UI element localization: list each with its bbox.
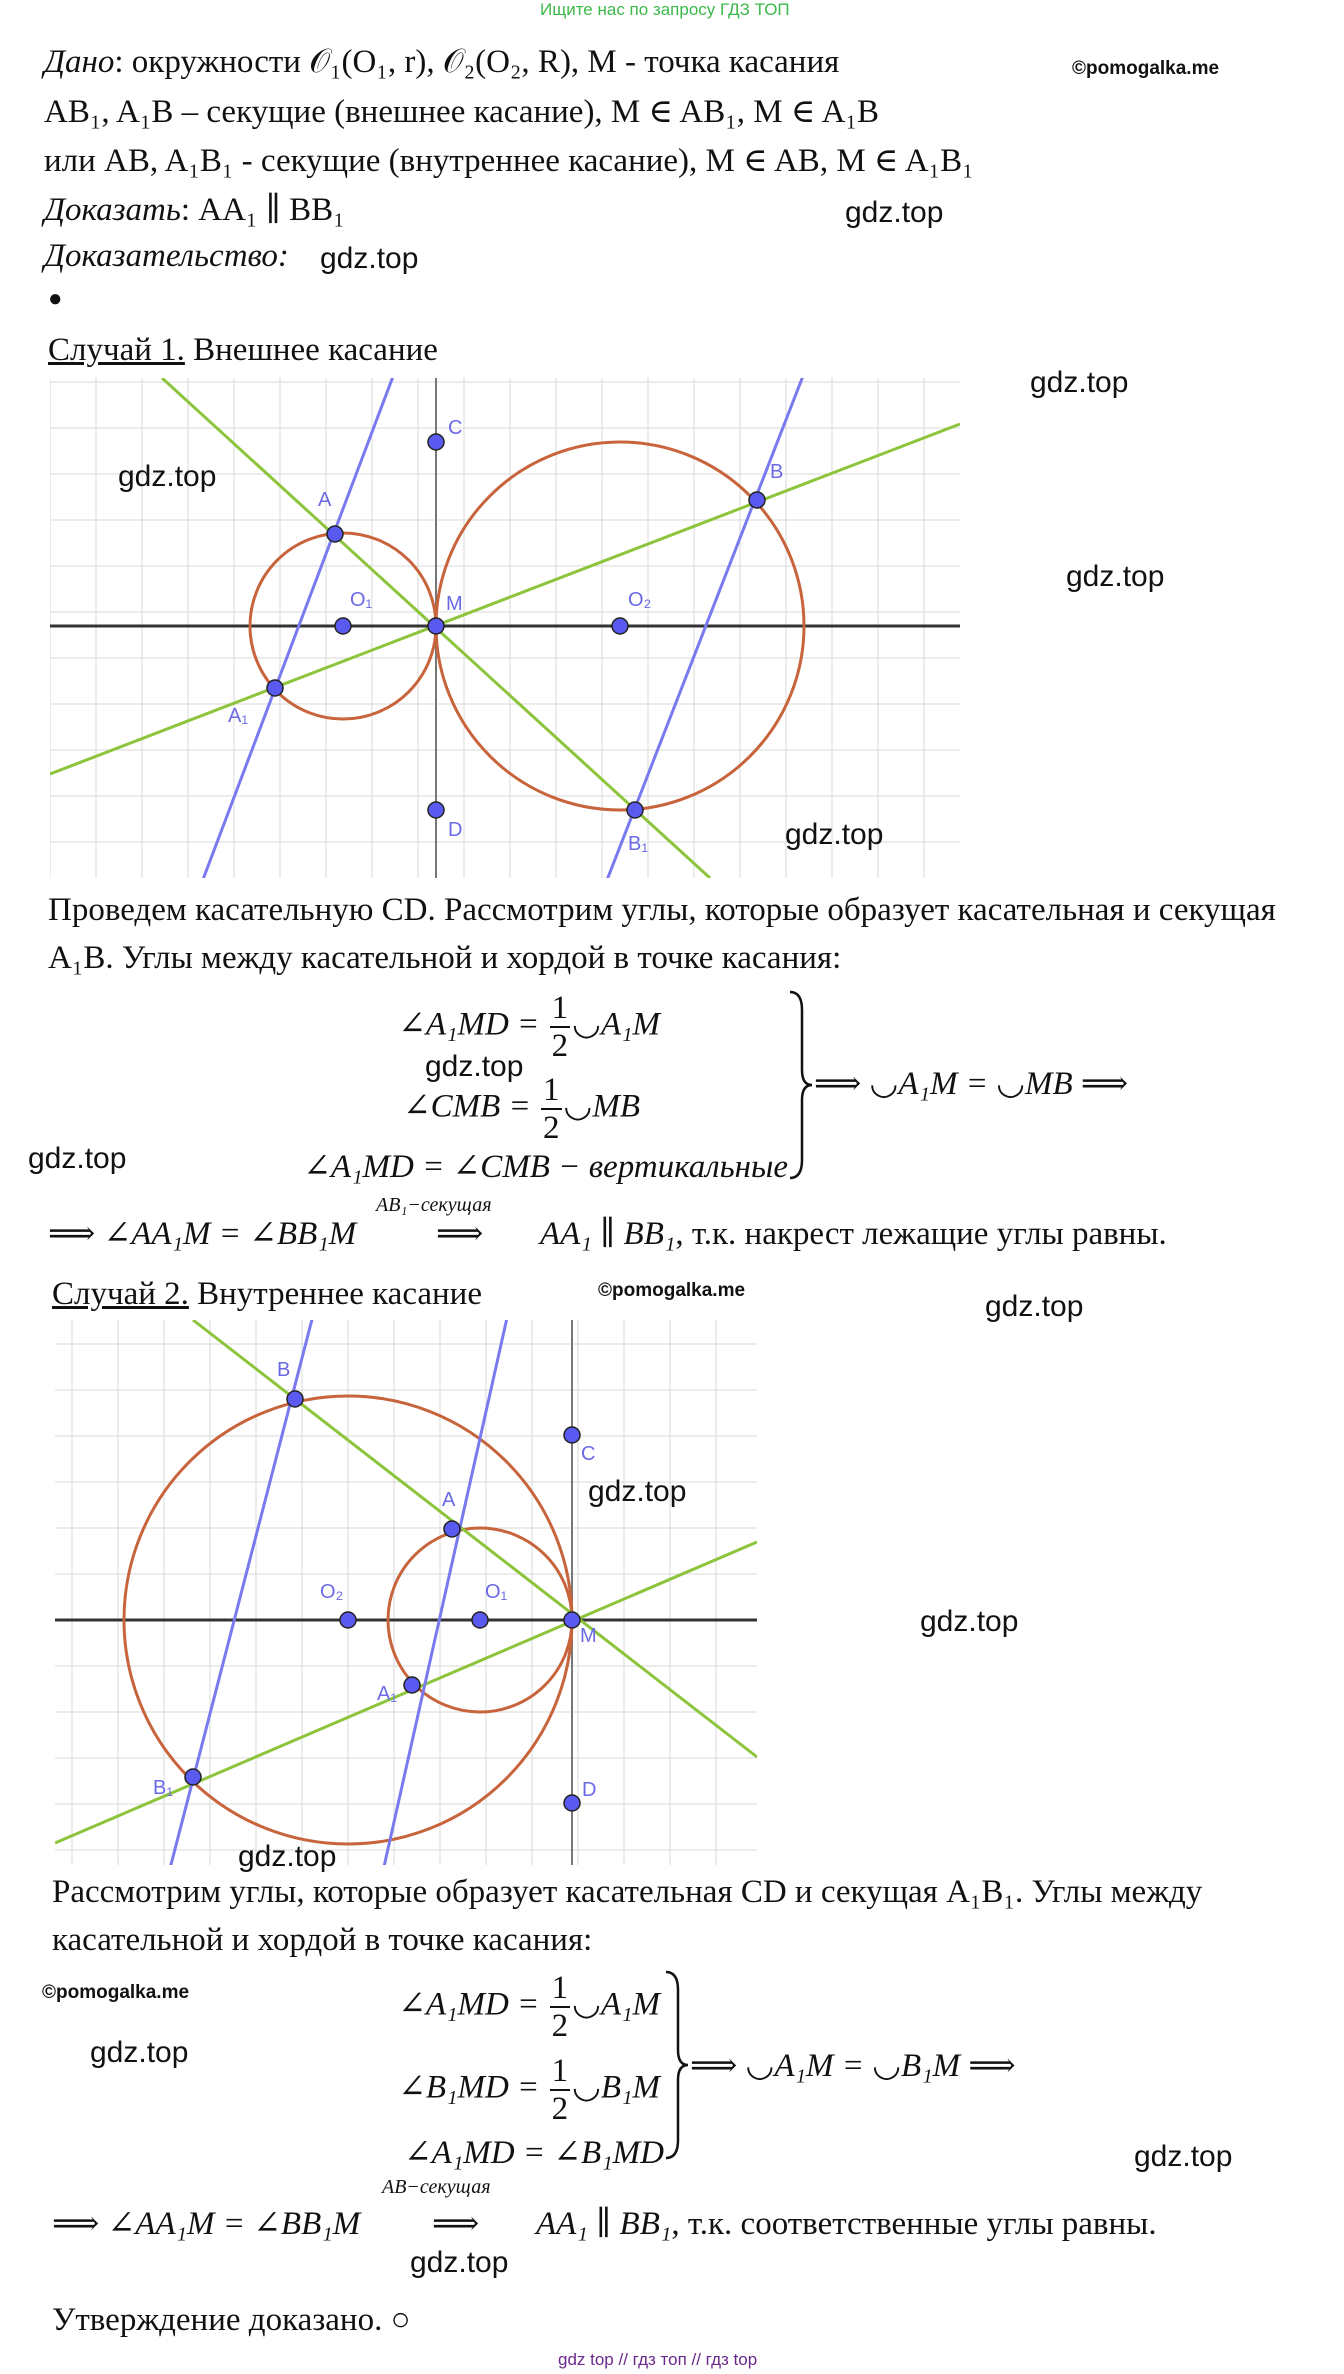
case1-conclusion-right [540, 1214, 1167, 1254]
label-o2: O₂ [628, 589, 652, 611]
case2-conclusion-left: ⟹ ∠AA₁M = ∠BB₁M [52, 2206, 361, 2242]
fraction [550, 2053, 571, 2127]
eq-arc: ◡B₁M [572, 2069, 660, 2106]
case2-equation-2 [398, 2053, 660, 2127]
gdz-watermark: gdz.top [845, 196, 944, 229]
label-c: C [448, 417, 463, 439]
point-b [287, 1391, 303, 1407]
point-d [564, 1795, 580, 1811]
point-o1 [472, 1612, 488, 1628]
fraction [550, 990, 571, 1064]
prove-line [44, 190, 345, 230]
grid [50, 378, 960, 878]
eq-text: ∠CMB = [402, 1088, 540, 1125]
secant-ab [193, 1320, 757, 1757]
case2-equation-3: ∠A₁MD = ∠B₁MD [404, 2135, 664, 2171]
eq-text: ∠A₁MD = [398, 1986, 548, 2023]
case1-paragraph-1: Проведем касательную CD. Рассмотрим углы, которые образует касательная и секущая [48, 892, 1276, 928]
proof-label: Доказательство: [44, 238, 289, 274]
fraction-numerator: 1 [551, 2053, 569, 2089]
points [185, 1391, 580, 1811]
label-b1: B₁ [628, 833, 649, 855]
case2-title-number: Случай 2. [52, 1276, 189, 1312]
label-a: A [442, 1489, 456, 1511]
gdz-watermark: gdz.top [90, 2036, 189, 2069]
case1-arrow-label: AB₁−секущая [376, 1194, 492, 1216]
case1-equation-3: ∠A₁MD = ∠CMB − вертикальные [303, 1149, 788, 1185]
point-o1 [335, 618, 351, 634]
gdz-watermark: gdz.top [785, 818, 884, 851]
fraction [541, 1072, 562, 1146]
case2-implies-arrow: ⟹ [432, 2206, 480, 2242]
case1-title-number: Случай 1. [48, 332, 185, 368]
given-label: Дано [44, 44, 115, 80]
pomogalka-watermark: ©pomogalka.me [1072, 58, 1220, 79]
gdz-watermark: gdz.top [410, 2246, 509, 2279]
point-a1 [267, 680, 283, 696]
reason: , т.к. накрест лежащие углы равны. [675, 1216, 1167, 1252]
label-o1: O₁ [485, 1581, 508, 1603]
parallel-statement: AA₁ ∥ BB₁ [536, 2206, 672, 2242]
point-c [564, 1427, 580, 1443]
gdz-watermark: gdz.top [1066, 560, 1165, 593]
label-d: D [582, 1779, 597, 1801]
label-a: A [318, 489, 332, 511]
case2-figure [55, 1320, 757, 1865]
case2-title-text: Внутреннее касание [188, 1276, 482, 1312]
case2-arrow-label: AB−секущая [382, 2176, 491, 2198]
case2-title [52, 1274, 482, 1314]
case1-result: ⟹ ◡A₁M = ◡MB ⟹ [814, 1066, 1129, 1102]
label-c: C [581, 1443, 596, 1465]
line-aa1 [196, 378, 400, 878]
point-b1 [627, 802, 643, 818]
case2-paragraph-1: Рассмотрим углы, которые образует касательная CD и секущая A₁B₁. Углы между [52, 1874, 1203, 1910]
point-d [428, 802, 444, 818]
gdz-watermark: gdz.top [985, 1290, 1084, 1323]
eq-arc: ◡A₁M [572, 1006, 660, 1043]
gdz-watermark: gdz.top [920, 1605, 1019, 1638]
gdz-watermark: gdz.top [118, 460, 217, 493]
proof-complete: Утверждение доказано. ○ [52, 2302, 411, 2338]
eq-arc: ◡MB [563, 1088, 640, 1125]
eq-text: ∠B₁MD = [398, 2069, 548, 2106]
case1-title [48, 330, 438, 370]
point-o2 [612, 618, 628, 634]
fraction-denominator: 2 [551, 2091, 569, 2127]
gdz-watermark: gdz.top [320, 242, 419, 275]
point-o2 [340, 1612, 356, 1628]
point-b [749, 492, 765, 508]
point-a1 [404, 1677, 420, 1693]
gdz-watermark: gdz.top [238, 1840, 337, 1873]
label-d: D [448, 819, 463, 841]
label-m: M [580, 1625, 597, 1647]
pomogalka-watermark: ©pomogalka.me [598, 1280, 746, 1301]
parallel-statement: AA₁ ∥ BB₁ [540, 1216, 676, 1252]
case1-paragraph-2: A₁B. Углы между касательной и хордой в точке касания: [48, 940, 842, 976]
point-b1 [185, 1769, 201, 1785]
case1-figure [50, 378, 960, 878]
point-c [428, 434, 444, 450]
top-banner[interactable]: Ищите нас по запросу ГДЗ ТОП [540, 0, 790, 19]
case2-paragraph-2: касательной и хордой в точке касания: [52, 1922, 593, 1958]
label-a1: A₁ [377, 1683, 398, 1705]
case1-implies-arrow: ⟹ [436, 1216, 484, 1252]
gdz-watermark: gdz.top [1134, 2140, 1233, 2173]
given-line-3: или AB, A₁B₁ - секущие (внутреннее касание), M ∈ AB, M ∈ A₁B₁ [44, 143, 974, 179]
bullet: ● [48, 286, 63, 312]
point-a [327, 526, 343, 542]
right-brace [786, 990, 816, 1180]
footer-links[interactable]: gdz top // гдз топ // гдз top [558, 2350, 758, 2369]
label-o2: O₂ [320, 1581, 344, 1603]
gdz-watermark: gdz.top [425, 1050, 524, 1083]
case2-conclusion-right [536, 2204, 1157, 2244]
case1-equation-2 [403, 1072, 640, 1146]
fraction-numerator: 1 [551, 1970, 569, 2006]
fraction-numerator: 1 [551, 990, 569, 1026]
fraction-denominator: 2 [543, 1110, 560, 1146]
gdz-watermark: gdz.top [28, 1142, 127, 1175]
fraction-denominator: 2 [551, 2008, 569, 2044]
eq-arc: ◡A₁M [572, 1986, 660, 2023]
case2-result: ⟹ ◡A₁M = ◡B₁M ⟹ [690, 2048, 1016, 2084]
fraction-numerator: 1 [543, 1072, 560, 1108]
pomogalka-watermark: ©pomogalka.me [42, 1982, 190, 2003]
case1-conclusion-left: ⟹ ∠AA₁M = ∠BB₁M [48, 1216, 357, 1252]
label-a1: A₁ [228, 705, 249, 727]
label-b: B [277, 1359, 291, 1381]
label-b1: B₁ [153, 1777, 174, 1799]
point-a [444, 1521, 460, 1537]
case1-title-text: Внешнее касание [184, 332, 438, 368]
reason: , т.к. соответственные углы равны. [671, 2206, 1157, 2242]
fraction [550, 1970, 571, 2044]
label-o1: O₁ [350, 589, 373, 611]
fraction-denominator: 2 [551, 1028, 569, 1064]
gdz-watermark: gdz.top [588, 1475, 687, 1508]
given-line-1 [44, 42, 839, 82]
label-b: B [770, 461, 784, 483]
given-text-1: : окружности 𝒪₁(O₁, r), 𝒪₂(O₂, R), M - точка касания [114, 44, 840, 80]
gdz-watermark: gdz.top [1030, 366, 1129, 399]
point-m [564, 1612, 580, 1628]
eq-text: ∠A₁MD = [398, 1006, 548, 1043]
prove-text: : AA₁ ∥ BB₁ [180, 192, 345, 228]
prove-label: Доказать [44, 192, 181, 228]
case2-equation-1 [398, 1970, 660, 2044]
given-line-2: AB₁, A₁B – секущие (внешнее касание), M ∈ AB₁, M ∈ A₁B [44, 94, 880, 130]
label-m: M [446, 593, 463, 615]
right-brace [662, 1970, 692, 2160]
point-m [428, 618, 444, 634]
